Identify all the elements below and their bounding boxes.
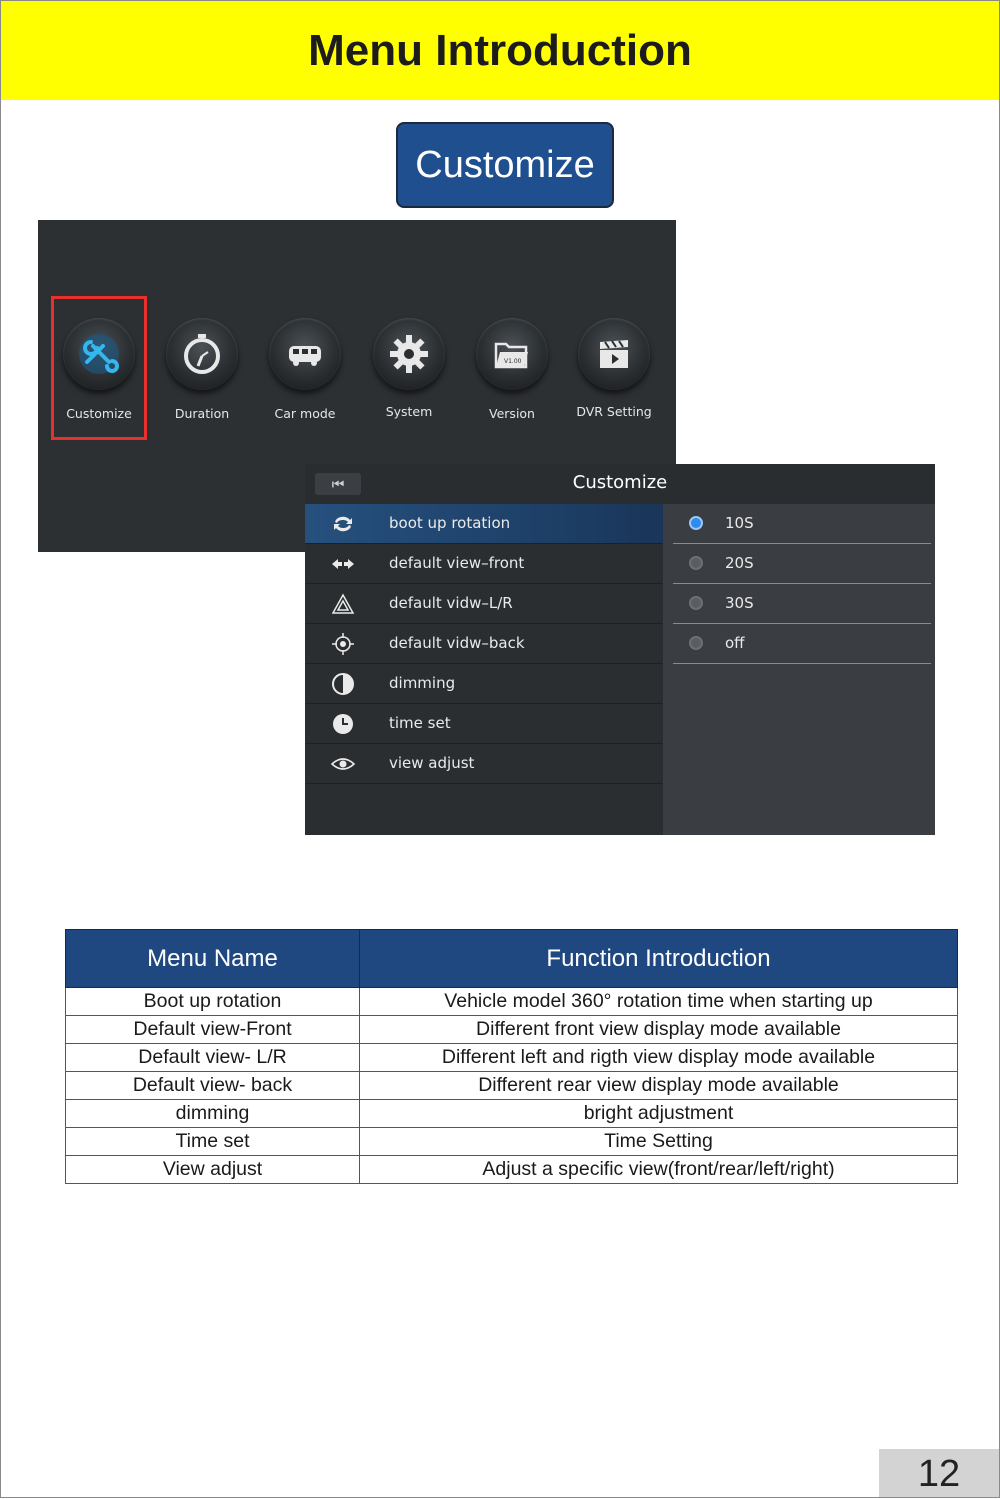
table-row <box>66 988 958 1016</box>
table-row <box>66 1128 958 1156</box>
table-header-function: Function Introduction <box>360 930 958 988</box>
eye-icon <box>331 752 355 776</box>
table-cell: Different left and rigth view display mode available <box>360 1044 958 1072</box>
menu-intro-table <box>65 929 958 1184</box>
page-header <box>1 1 999 100</box>
bus-icon <box>269 318 341 390</box>
table-cell: Time set <box>66 1128 360 1156</box>
list-item-label: boot up rotation <box>389 514 511 532</box>
option-20s[interactable] <box>673 544 931 584</box>
table-row <box>66 1100 958 1128</box>
option-off[interactable] <box>673 624 931 664</box>
menu-item-dvr-setting[interactable] <box>564 316 664 426</box>
settings-list <box>305 504 663 835</box>
table-cell: Default view-Front <box>66 1016 360 1044</box>
list-item-label: default vidw–L/R <box>389 594 513 612</box>
table-cell: View adjust <box>66 1156 360 1184</box>
list-item-label: time set <box>389 714 451 732</box>
half-circle-icon <box>331 672 355 696</box>
triangle-icon <box>331 592 355 616</box>
table-cell: Time Setting <box>360 1128 958 1156</box>
radio-icon <box>689 636 703 650</box>
menu-item-version[interactable] <box>462 316 562 426</box>
list-item-default-view-lr[interactable] <box>305 584 663 624</box>
table-cell: bright adjustment <box>360 1100 958 1128</box>
gear-icon <box>373 318 445 390</box>
panel-header <box>305 464 935 505</box>
table-row <box>66 1072 958 1100</box>
list-item-label: default vidw–back <box>389 634 525 652</box>
option-label: 20S <box>725 554 754 572</box>
radio-icon <box>689 596 703 610</box>
list-item-default-view-back[interactable] <box>305 624 663 664</box>
version-icon-text: V1.00 <box>504 358 522 365</box>
clock-icon <box>331 712 355 736</box>
stopwatch-icon <box>166 318 238 390</box>
list-item-label: default view–front <box>389 554 525 572</box>
table-cell: Adjust a specific view(front/rear/left/right) <box>360 1156 958 1184</box>
menu-label: Car mode <box>274 406 336 421</box>
list-item-time-set[interactable] <box>305 704 663 744</box>
menu-item-system[interactable] <box>359 316 459 426</box>
table-cell: dimming <box>66 1100 360 1128</box>
table-cell: Boot up rotation <box>66 988 360 1016</box>
page-number: 12 <box>879 1449 999 1497</box>
selection-highlight <box>51 296 147 440</box>
table-header-row <box>66 930 958 988</box>
radio-selected-icon <box>689 516 703 530</box>
menu-label: Version <box>489 406 535 421</box>
clapperboard-icon <box>578 318 650 390</box>
table-cell: Default view- L/R <box>66 1044 360 1072</box>
table-cell: Default view- back <box>66 1072 360 1100</box>
folder-version-icon <box>476 318 548 390</box>
option-30s[interactable] <box>673 584 931 624</box>
crosshair-icon <box>331 632 355 656</box>
option-label: off <box>725 634 745 652</box>
table-cell: Vehicle model 360° rotation time when starting up <box>360 988 958 1016</box>
options-list <box>663 504 935 835</box>
customize-panel <box>305 464 935 835</box>
list-item-dimming[interactable] <box>305 664 663 704</box>
option-label: 10S <box>725 514 754 532</box>
menu-label: Customize <box>66 406 132 421</box>
menu-label: DVR Setting <box>576 404 652 419</box>
table-header-menu-name: Menu Name <box>66 930 360 988</box>
menu-item-car-mode[interactable] <box>255 316 355 426</box>
list-item-boot-up-rotation[interactable] <box>305 504 663 544</box>
table-cell: Different rear view display mode available <box>360 1072 958 1100</box>
menu-label: Duration <box>174 406 230 421</box>
rotation-icon <box>331 512 355 536</box>
arrows-icon <box>331 552 355 576</box>
list-item-default-view-front[interactable] <box>305 544 663 584</box>
list-item-view-adjust[interactable] <box>305 744 663 784</box>
page-title: Menu Introduction <box>308 26 692 75</box>
table-row <box>66 1156 958 1184</box>
table-row <box>66 1044 958 1072</box>
option-10s[interactable] <box>673 504 931 544</box>
table-row <box>66 1016 958 1044</box>
table-cell: Different front view display mode available <box>360 1016 958 1044</box>
section-badge: Customize <box>396 122 614 208</box>
menu-item-duration[interactable] <box>152 316 252 426</box>
skip-back-icon[interactable]: ⏮ <box>315 473 361 495</box>
option-label: 30S <box>725 594 754 612</box>
list-item-label: dimming <box>389 674 456 692</box>
radio-icon <box>689 556 703 570</box>
panel-title: Customize <box>572 472 668 493</box>
menu-label: System <box>385 404 433 419</box>
list-item-label: view adjust <box>389 754 475 772</box>
